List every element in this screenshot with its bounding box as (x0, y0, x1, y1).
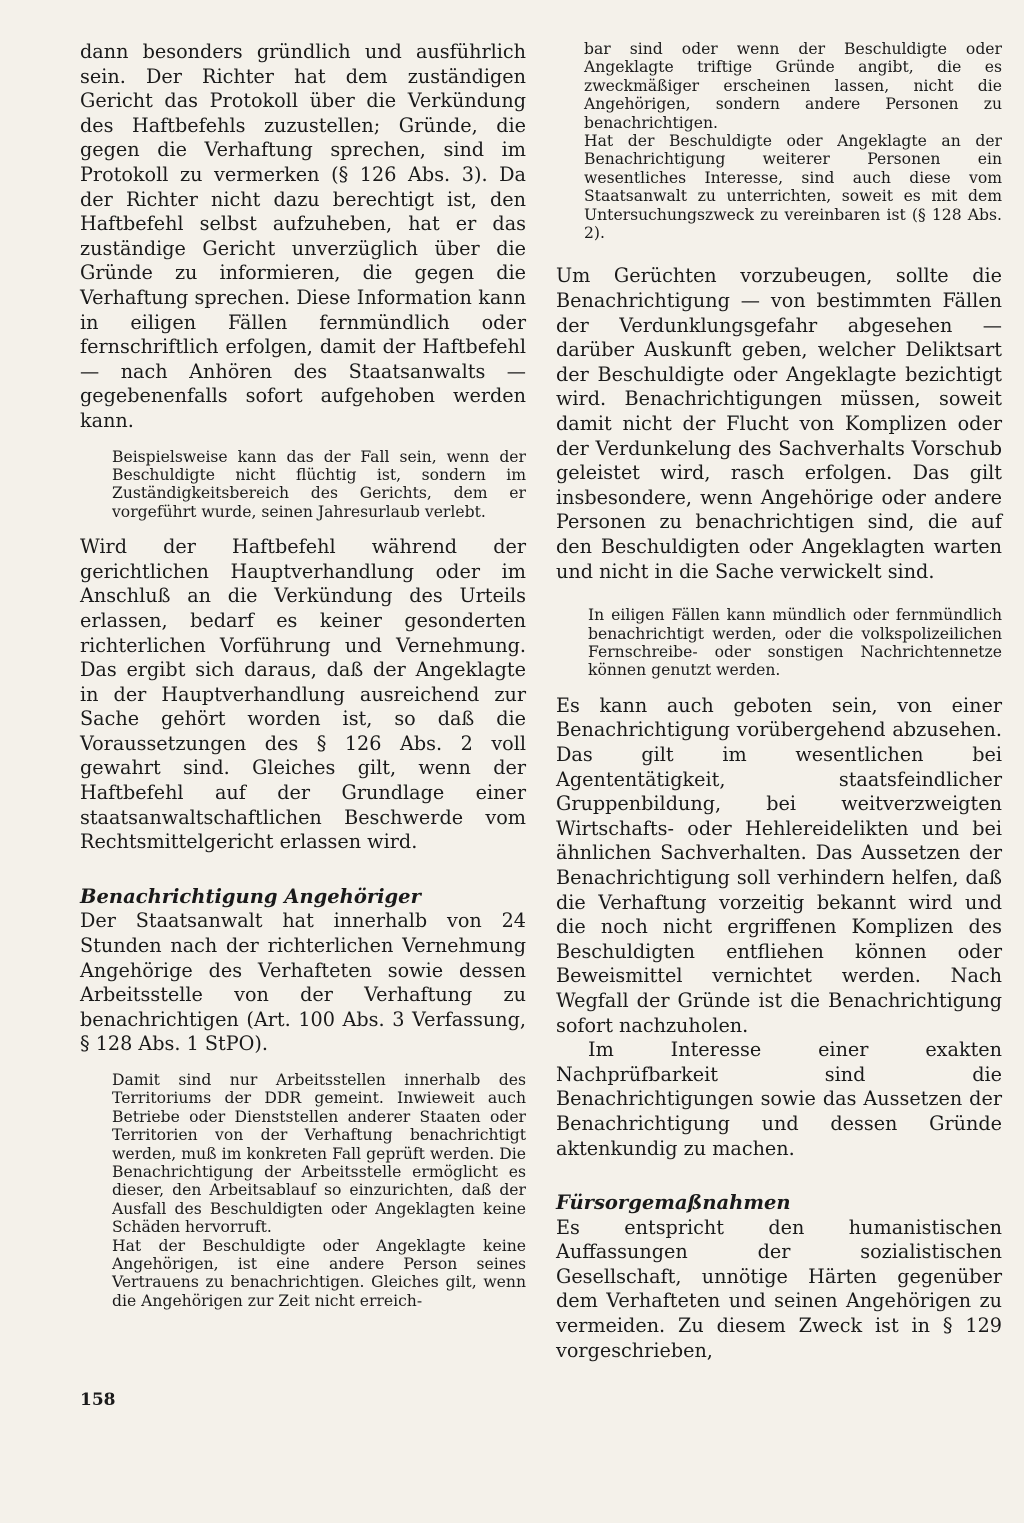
section-heading: Fürsorgemaßnahmen (556, 1191, 791, 1215)
paragraph: Es kann auch geboten sein, von einer Benachrichtigung vorübergehend abzusehen. Das gilt im wesentlichen bei Agententätigkeit, staatsfeindlicher Gruppenbildung, bei weitverzweigten Wirtschafts- oder Hehlereidelikten und bei ähnlichen Sachverhalten. Das Aussetzen der Benachrichtigung soll verhindern helfen, daß die Verhaftung vorzeitig bekannt wird und die noch nicht ergriffenen Komplizen des Beschuldigten entfliehen können oder Beweismittel vernichtet werden. Nach Wegfall der Gründe ist die Benachrichtigung sofort nachzuholen. (556, 693, 1002, 1037)
section-heading: Benachrichtigung Angehöriger (80, 884, 421, 908)
right-column (556, 40, 1002, 1363)
note-paragraph: Hat der Beschuldigte oder Angeklagte keine Angehörigen, ist eine andere Person seines Vertrauens zu benachrichtigen. Gleiches gilt, wenn die Angehörigen zur Zeit nicht erreich- (112, 1236, 526, 1310)
note-paragraph: Beispielsweise kann das der Fall sein, wenn der Beschuldigte nicht flüchtig ist, sondern im Zuständigkeitsbereich des Gerichts, dem er vorgeführt wurde, seinen Jahresurlaub verlebt. (112, 447, 526, 521)
note-paragraph: Damit sind nur Arbeitsstellen innerhalb des Territoriums der DDR gemeint. Inwieweit auch Betriebe oder Dienststellen anderer Staaten oder Territorien von der Verhaftung benachrichtigt werden, muß im konkreten Fall geprüft werden. Die Benachrichtigung der Arbeitsstelle ermöglicht es dieser, den Arbeitsablauf so einzurichten, daß der Ausfall des Beschuldigten oder Angeklagten keine Schäden hervorruft. (112, 1071, 526, 1237)
note-paragraph: In eiligen Fällen kann mündlich oder fernmündlich benachrichtigt werden, oder die volkspolizeilichen Fernschreibe- oder sonstigen Nachrichtennetze können genutzt werden. (588, 606, 1002, 680)
left-column (80, 40, 526, 1310)
paragraph: Um Gerüchten vorzubeugen, sollte die Benachrichtigung — von bestimmten Fällen der Verdunklungsgefahr abgesehen — darüber Auskunft geben, welcher Deliktsart der Beschuldigte oder Angeklagte bezichtigt wird. Benachrichtigungen müssen, soweit damit nicht der Flucht von Komplizen oder der Verdunkelung des Sachverhalts Vorschub geleistet wird, rasch erfolgen. Das gilt insbesondere, wenn Angehörige oder andere Personen zu benachrichtigen sind, die auf den Beschuldigten oder Angeklagten warten und nicht in die Sache verwickelt sind. (556, 264, 1002, 583)
note-paragraph: bar sind oder wenn der Beschuldigte oder Angeklagte triftige Gründe angibt, die es zweckmäßiger erscheinen lassen, nicht die Angehörigen, sondern andere Personen zu benachrichtigen. (584, 40, 1002, 132)
note-paragraph: Hat der Beschuldigte oder Angeklagte an der Benachrichtigung weiterer Personen ein wesentliches Interesse, sind auch diese vom Staatsanwalt zu unterrichten, soweit es mit dem Untersuchungszweck zu vereinbaren ist (§ 128 Abs. 2). (584, 132, 1002, 243)
paragraph: Im Interesse einer exakten Nachprüfbarkeit sind die Benachrichtigungen sowie das Aussetzen der Benachrichtigung und dessen Gründe aktenkundig zu machen. (556, 1038, 1002, 1160)
paragraph: dann besonders gründlich und ausführlich sein. Der Richter hat dem zuständigen Gericht das Protokoll über die Verkündung des Haftbefehls zuzustellen; Gründe, die gegen die Verhaftung sprechen, sind im Protokoll zu vermerken (§ 126 Abs. 3). Da der Richter nicht dazu berechtigt ist, den Haftbefehl selbst aufzuheben, hat er das zuständige Gericht unverzüglich über die Gründe zu informieren, die gegen die Verhaftung sprechen. Diese Information kann in eiligen Fällen fernmündlich oder fernschriftlich erfolgen, damit der Haftbefehl — nach Anhören des Staatsanwalts — gegebenenfalls sofort aufgehoben werden kann. (80, 40, 526, 432)
paragraph: Der Staatsanwalt hat innerhalb von 24 Stunden nach der richterlichen Vernehmung Angehörige des Verhafteten sowie dessen Arbeitsstelle von der Verhaftung zu benachrichtigen (Art. 100 Abs. 3 Verfassung, § 128 Abs. 1 StPO). (80, 909, 526, 1056)
paragraph: Wird der Haftbefehl während der gerichtlichen Hauptverhandlung oder im Anschluß an die Verkündung des Urteils erlassen, bedarf es keiner gesonderten richterlichen Vorführung und Vernehmung. Das ergibt sich daraus, daß der Angeklagte in der Hauptverhandlung ausreichend zur Sache gehört worden ist, so daß die Voraussetzungen des § 126 Abs. 2 voll gewahrt sind. Gleiches gilt, wenn der Haftbefehl auf der Grundlage einer staatsanwaltschaftlichen Beschwerde vom Rechtsmittelgericht erlassen wird. (80, 535, 526, 854)
paragraph: Es entspricht den humanistischen Auffassungen der sozialistischen Gesellschaft, unnötige Härten gegenüber dem Verhafteten und seinen Angehörigen zu vermeiden. Zu diesem Zweck ist in § 129 vorgeschrieben, (556, 1215, 1002, 1362)
page-number: 158 (80, 1390, 116, 1410)
